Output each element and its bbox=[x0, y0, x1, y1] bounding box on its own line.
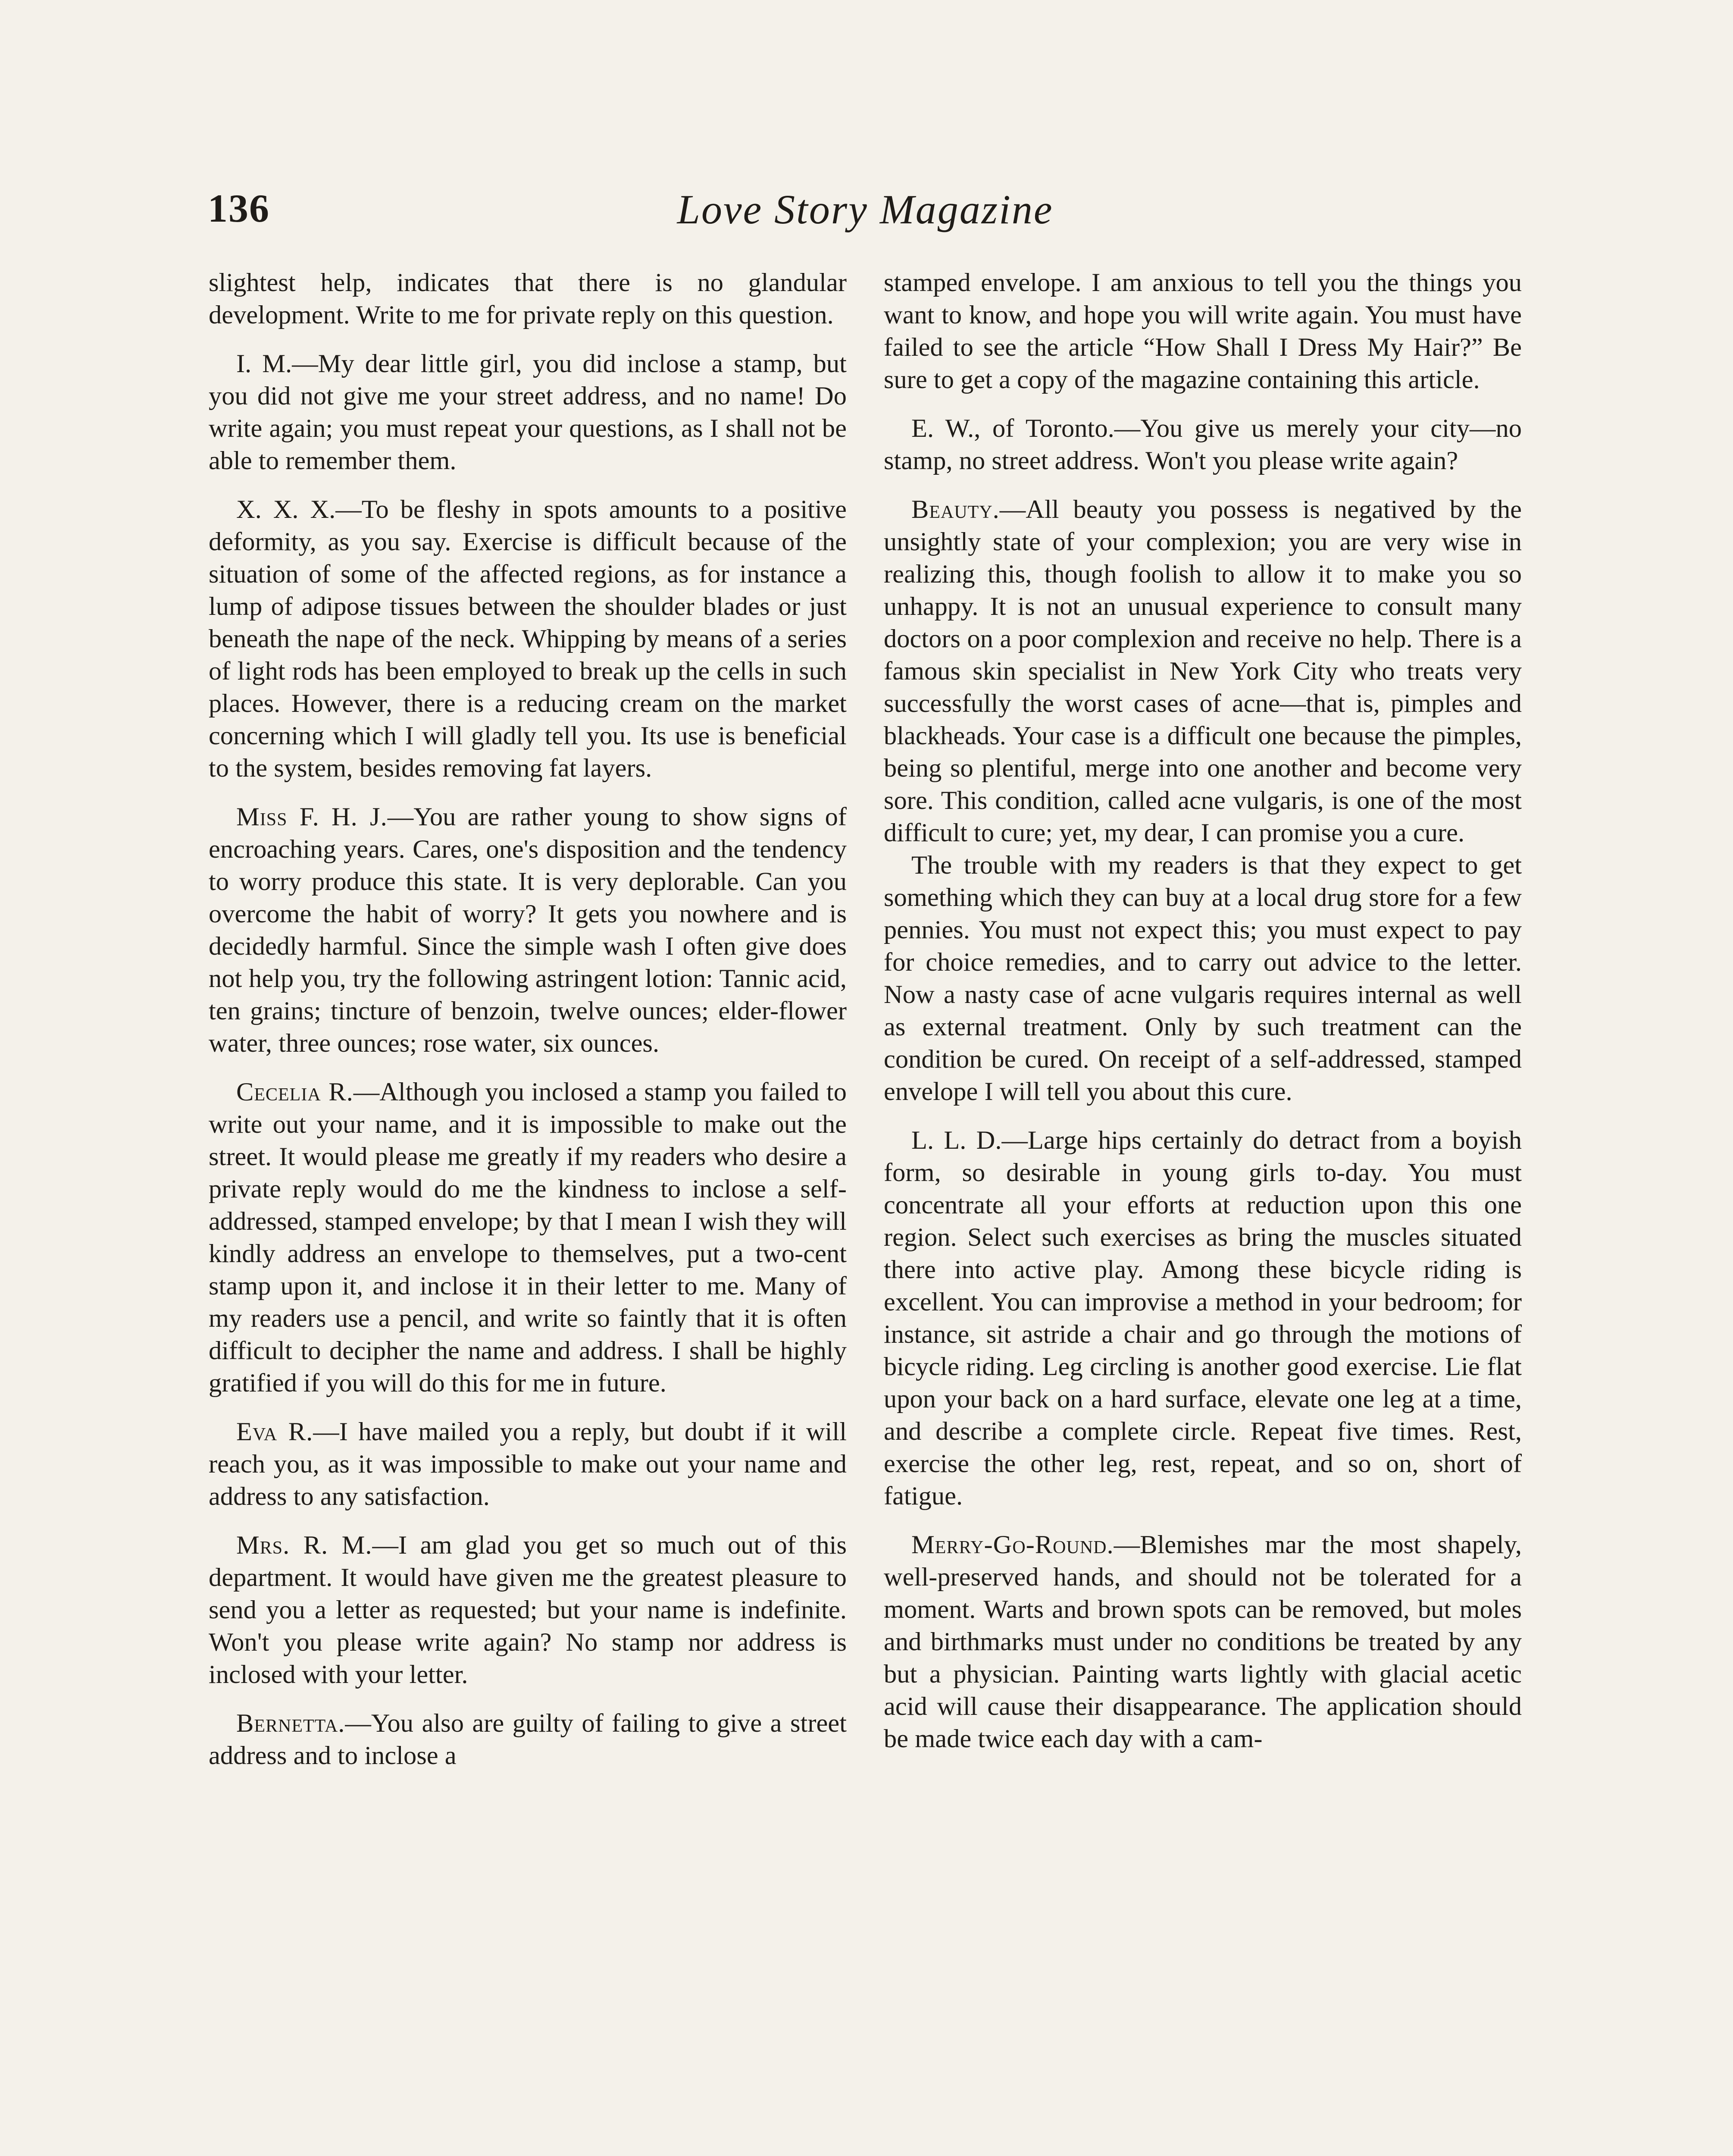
paragraph bbox=[209, 1707, 847, 1772]
correspondent-name: Mrs. R. M. bbox=[236, 1531, 372, 1560]
left-column bbox=[209, 266, 847, 1788]
paragraph-text: —I have mailed you a reply, but doubt if it will reach you, as it was impossible to make out your name and address to any satisfaction. bbox=[209, 1417, 847, 1511]
correspondent-name: Bernetta. bbox=[236, 1709, 345, 1738]
paragraph bbox=[209, 493, 847, 784]
correspondent-name: E. W., of Toronto. bbox=[911, 414, 1114, 443]
paragraph bbox=[884, 1124, 1522, 1512]
paragraph-text: —Although you inclosed a stamp you failed to write out your name, and it is impossible to make out the street. It would please me greatly if my readers who desire a private reply would do me the kindness to inclose a self-addressed, stamped envelope; by that I mean I wish they will kindly address an envelope to themselves, put a two-cent stamp upon it, and inclose it in their letter to me. Many of my readers use a pencil, and write so faintly that it is often difficult to decipher the name and address. I shall be highly gratified if you will do this for me in future. bbox=[209, 1078, 847, 1398]
page-header bbox=[208, 185, 1523, 241]
correspondent-name: Beauty. bbox=[911, 495, 1000, 524]
paragraph bbox=[884, 849, 1522, 1108]
paragraph bbox=[209, 1416, 847, 1513]
correspondent-name: Eva R. bbox=[236, 1417, 313, 1446]
paragraph bbox=[209, 1529, 847, 1691]
paragraph-text: —You are rather young to show signs of encroaching years. Cares, one's disposition and the tendency to worry produce this state. It is very deplorable. Can you overcome the habit of worry? It gets you nowhere and is decidedly harmful. Since the simple wash I often give does not help you, try the following astringent lotion: Tannic acid, ten grains; tincture of benzoin, twelve ounces; elder-flower water, three ounces; rose water, six ounces. bbox=[209, 802, 847, 1058]
paragraph-text: —My dear little girl, you did inclose a stamp, but you did not give me your street address, and no name! Do write again; you must repeat your questions, as I shall not be able to remember them. bbox=[209, 349, 847, 475]
paragraph-text: —You also are guilty of failing to give a street address and to inclose a bbox=[209, 1709, 847, 1770]
paragraph-text: The trouble with my readers is that they expect to get something which they can buy at a local drug store for a few pennies. You must not expect this; you must expect to pay for choice remedies, and to carry out advice to the letter. Now a nasty case of acne vulgaris requires internal as well as external treatment. Only by such treatment can the condition be cured. On receipt of a self-addressed, stamped envelope I will tell you about this cure. bbox=[884, 851, 1522, 1106]
paragraph bbox=[209, 801, 847, 1059]
paragraph-text: —Blemishes mar the most shapely, well-preserved hands, and should not be tolerated for a moment. Warts and brown spots can be removed, but moles and birthmarks must under no conditions be treated by any but a physician. Painting warts lightly with glacial acetic acid will cause their disappearance. The application should be made twice each day with a cam- bbox=[884, 1530, 1522, 1753]
paragraph bbox=[884, 493, 1522, 849]
paragraph bbox=[884, 1529, 1522, 1755]
page-number: 136 bbox=[208, 186, 270, 230]
paragraph bbox=[884, 412, 1522, 477]
correspondent-name: I. M. bbox=[236, 349, 292, 378]
paragraph bbox=[209, 348, 847, 477]
correspondent-name: X. X. X. bbox=[236, 495, 336, 524]
paragraph-text: —All beauty you possess is negatived by the unsightly state of your complexion; you are very wise in realizing this, though foolish to allow it to make you so unhappy. It is not an unusual experience to consult many doctors on a poor complexion and receive no help. There is a famous skin specialist in New York City who treats very successfully the worst cases of acne—that is, pimples and blackheads. Your case is a difficult one because the pimples, being so plentiful, merge into one another and become very sore. This condition, called acne vulgaris, is one of the most difficult to cure; yet, my dear, I can promise you a cure. bbox=[884, 495, 1522, 847]
correspondent-name: L. L. D. bbox=[911, 1126, 1002, 1155]
paragraph-text: —To be fleshy in spots amounts to a positive deformity, as you say. Exercise is difficult because of the situation of some of the affected regions, as for instance a lump of adipose tissues between the shoulder blades or just beneath the nape of the neck. Whipping by means of a series of light rods has been employed to break up the cells in such places. However, there is a reducing cream on the market concerning which I will gladly tell you. Its use is beneficial to the system, besides removing fat layers. bbox=[209, 495, 847, 783]
right-column bbox=[884, 266, 1522, 1771]
paragraph-text: stamped envelope. I am anxious to tell you the things you want to know, and hope you will write again. You must have failed to see the article “How Shall I Dress My Hair?” Be sure to get a copy of the magazine containing this article. bbox=[884, 268, 1522, 394]
correspondent-name: Cecelia R. bbox=[236, 1078, 353, 1106]
paragraph bbox=[209, 1076, 847, 1399]
paragraph-text: —Large hips certainly do detract from a boyish form, so desirable in young girls to-day. You must concentrate all your efforts at reduction upon this one region. Select such exercises as bring the muscles situated there into active play. Among these bicycle riding is excellent. You can improvise a method in your bedroom; for instance, sit astride a chair and go through the motions of bicycle riding. Leg circling is another good exercise. Lie flat upon your back on a hard surface, elevate one leg at a time, and describe a complete circle. Repeat five times. Rest, exercise the other leg, rest, repeat, and so on, short of fatigue. bbox=[884, 1126, 1522, 1510]
paragraph-text: —You give us merely your city—no stamp, no street address. Won't you please write again? bbox=[884, 414, 1522, 475]
paragraph-text: slightest help, indicates that there is no glandular development. Write to me for private reply on this question. bbox=[209, 268, 847, 329]
correspondent-name: Merry-Go-Round. bbox=[911, 1530, 1114, 1559]
paragraph-text: —I am glad you get so much out of this department. It would have given me the greatest pleasure to send you a letter as requested; but your name is indefinite. Won't you please write again? No stamp nor address is inclosed with your letter. bbox=[209, 1531, 847, 1689]
paragraph bbox=[884, 266, 1522, 396]
correspondent-name: Miss F. H. J. bbox=[236, 802, 388, 831]
paragraph bbox=[209, 266, 847, 331]
running-head: Love Story Magazine bbox=[677, 186, 1054, 232]
